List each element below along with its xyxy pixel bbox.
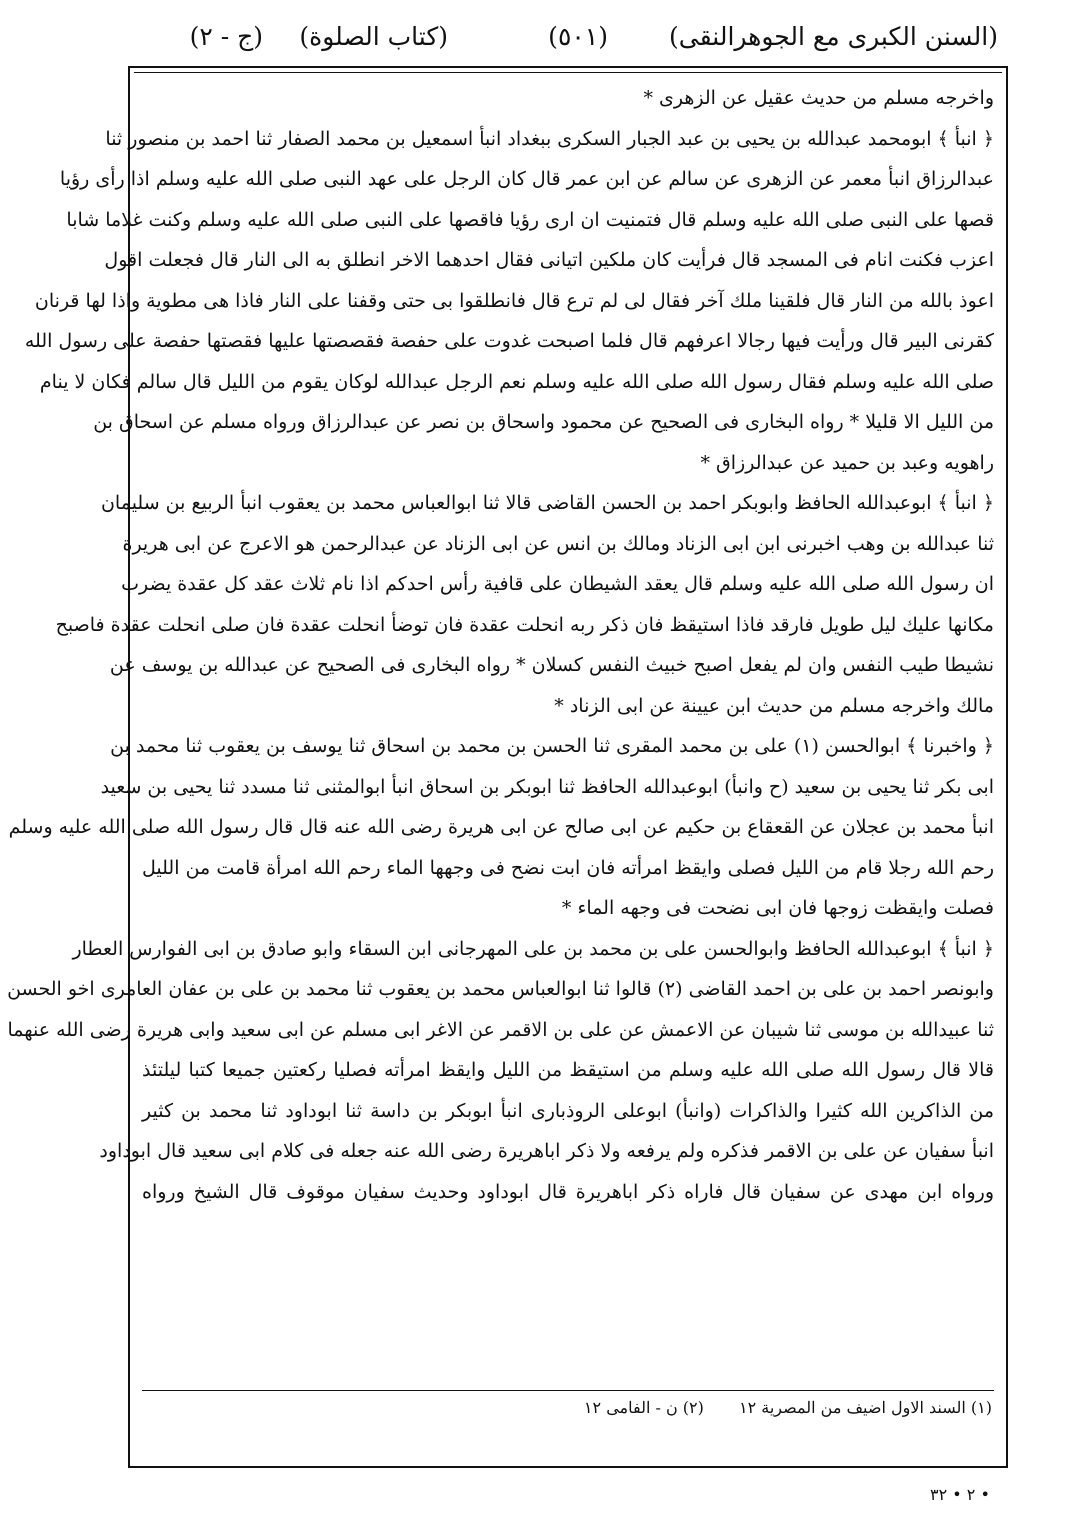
text-line: كقرنى البير قال ورأيت فيها رجالا اعرفهم قال فلما اصبحت غدوت على حفصة فقصصتها عليها فقصتها حفصة على رسول الله [24, 330, 994, 352]
text-line: من الليل الا قليلا * رواه البخارى فى الصحيح عن محمود واسحاق بن نصر عن عبدالرزاق ورواه مسلم عن اسحاق بن [93, 411, 994, 433]
main-text [7, 78, 994, 1212]
frame-top-rule [134, 72, 1002, 73]
text-line: ابى بكر ثنا يحيى بن سعيد (ح وانبأ) ابوعبدالله الحافظ ثنا ابوبكر بن اسحاق انبأ ابوالمثنى ثنا مسدد ثنا يحيى بن سعيد [100, 775, 994, 798]
chapter-title: (كتاب الصلوة) [299, 22, 448, 51]
text-line: انبأ محمد بن عجلان عن القعقاع بن حكيم عن ابى صالح عن ابى هريرة رضى الله عنه قال قال رسول الله صلى الله عليه وسلم [8, 816, 994, 838]
text-line: فصلت وايقظت زوجها فان ابى نضحت فى وجهه الماء * [561, 897, 994, 919]
text-line: ان رسول الله صلى الله عليه وسلم قال يعقد الشيطان على قافية رأس احدكم اذا نام ثلاث عقد كل عقدة يضرب [121, 573, 994, 595]
text-frame [7, 66, 1008, 1468]
text-line: انبأ سفيان عن على بن الاقمر فذكره ولم يرفعه ولا ذكر اباهريرة رضى الله عنه جعله فى كلام ابى سعيد قال ابوداود [99, 1140, 994, 1162]
text-line: اعزب فكنت انام فى المسجد قال فرأيت كان ملكين اتيانى فقال احدهما الاخر انطلق به الى النار قال فجعلت اقول [104, 249, 994, 271]
text-line: قصها على النبى صلى الله عليه وسلم قال فتمنيت ان ارى رؤيا فاقصها على النبى صلى الله عليه وسلم وكنت غلاما شابا [66, 208, 994, 231]
text-line: رحم الله رجلا قام من الليل فصلى وايقظ امرأته فان ابت نضح فى وجهها الماء رحم الله امرأة قامت من الليل [142, 856, 994, 879]
text-line: قالا قال رسول الله صلى الله عليه وسلم من استيقظ من الليل وايقظ امرأته فصليا ركعتين جميعا كتبا ليلتئذ [142, 1059, 994, 1081]
text-line: مالك واخرجه مسلم من حديث ابن عيينة عن ابى الزناد * [554, 694, 994, 717]
text-line: وابونصر احمد بن على بن احمد القاضى (٢) قالوا ثنا ابوالعباس محمد بن يعقوب ثنا محمد بن على بن عفان العامرى اخو الحسن [7, 978, 994, 1000]
text-line: ورواه ابن مهدى عن سفيان قال فاراه ذكر اباهريرة قال ابوداود وحديث سفيان موقوف قال الشيخ ورواه [142, 1180, 994, 1203]
text-line: مكانها عليك ليل طويل فارقد فاذا استيقظ فان ذكر ربه انحلت عقدة فان توضأ انحلت عقدة فان صلى انحلت عقدة فاصبح [55, 613, 994, 636]
text-line: ﴿ واخبرنا ﴾ ابوالحسن (١) على بن محمد المقرى ثنا الحسن بن محمد بن اسحاق ثنا يوسف بن يعقوب ثنا محمد بن [110, 735, 994, 757]
text-line: صلى الله عليه وسلم فقال رسول الله صلى الله عليه وسلم نعم الرجل عبدالله لوكان يقوم من الليل قال سالم فكان لا ينام [39, 370, 994, 393]
text-line: ﴿ انبأ ﴾ ابومحمد عبدالله بن يحيى بن عبد الجبار السكرى ببغداد انبأ اسمعيل بن محمد الصفار ثنا احمد بن منصور ثنا [105, 127, 994, 150]
footnote-2: (٢) ن - الفامى ١٢ [583, 1398, 704, 1417]
volume-label: (ج - ٢) [189, 22, 263, 51]
text-line: راهويه وعبد بن حميد عن عبدالرزاق * [700, 451, 994, 474]
text-line: ثنا عبيدالله بن موسى ثنا شيبان عن الاعمش عن على بن الاقمر عن الاغر ابى مسلم عن ابى سعيد وابى هريرة رضى الله عنهما [7, 1018, 994, 1041]
footnote-divider [142, 1390, 994, 1391]
text-line: عبدالرزاق انبأ معمر عن الزهرى عن سالم عن ابن عمر قال كان الرجل على عهد النبى صلى الله عليه وسلم اذا رأى رؤيا [59, 168, 994, 190]
footnote-1: (١) السند الاول اضيف من المصرية ١٢ [738, 1398, 992, 1417]
text-line: واخرجه مسلم من حديث عقيل عن الزهرى * [643, 87, 994, 109]
book-title: (السنن الكبرى مع الجوهرالنقى) [669, 22, 998, 51]
text-line: اعوذ بالله من النار قال فلقينا ملك آخر فقال لى لم ترع قال فانطلقوا بى حتى وقفنا على النار فاذا هى مطوية واذا لها قرنان [34, 289, 994, 312]
text-line: ﴿ انبأ ﴾ ابوعبدالله الحافظ وابوبكر احمد بن الحسن القاضى قالا ثنا ابوالعباس محمد بن يعقوب انبأ الربيع بن سليمان [100, 492, 994, 514]
page-number: (٥٠١) [548, 22, 608, 51]
footnotes [144, 1398, 992, 1417]
page-header [130, 22, 998, 66]
text-line: ثنا عبدالله بن وهب اخبرنى ابن ابى الزناد ومالك بن انس عن ابى الزناد عن عبدالرحمن هو الاعرج عن ابى هريرة [122, 532, 994, 555]
text-line: من الذاكرين الله كثيرا والذاكرات (وانبأ) ابوعلى الروذبارى انبأ ابوبكر بن داسة ثنا ابوداود ثنا محمد بن كثير [142, 1099, 994, 1122]
text-line: ﴿ انبأ ﴾ ابوعبدالله الحافظ وابوالحسن على بن محمد بن على المهرجانى ابن السقاء وابو صادق بن ابى الفوارس العطار [72, 937, 994, 960]
text-line: نشيطا طيب النفس وان لم يفعل اصبح خبيث النفس كسلان * رواه البخارى فى الصحيح عن عبدالله بن يوسف عن [109, 654, 994, 676]
printer-signature: ٢ • ٣٢ • [930, 1485, 990, 1504]
